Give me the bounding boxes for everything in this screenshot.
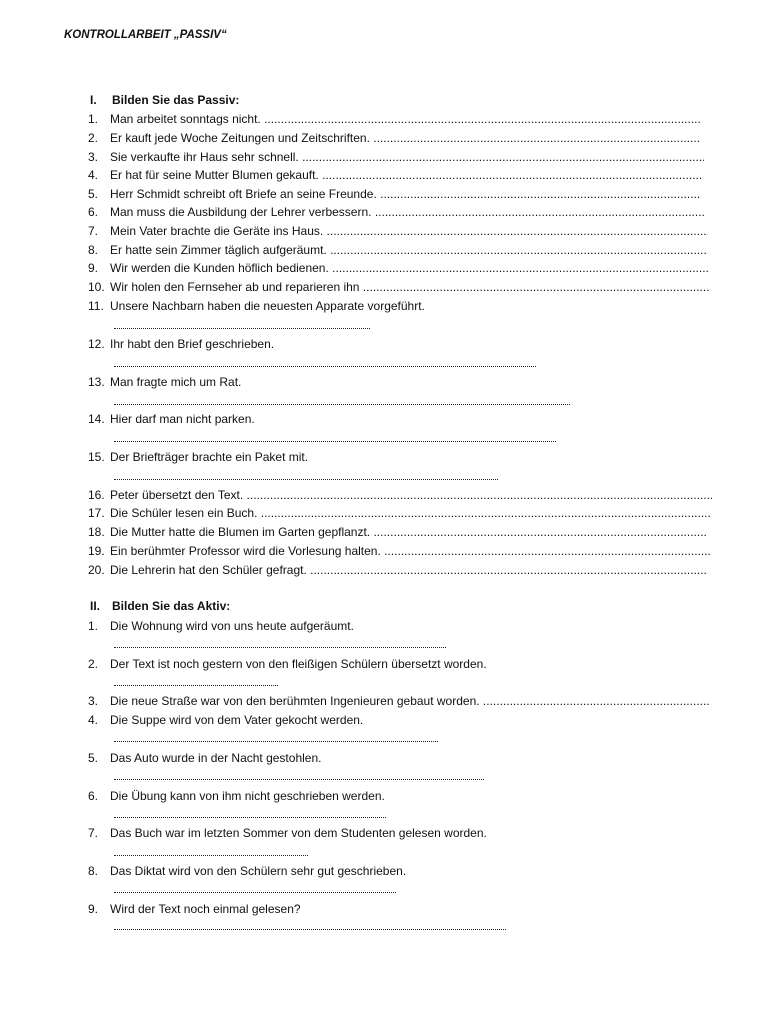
item-number: 7. [88, 224, 99, 238]
item-sentence: Die Mutter hatte die Blumen im Garten gepflanzt. ..... [110, 523, 708, 541]
item-number: 1. [88, 619, 99, 633]
item-sentence: Der Text ist noch gestern von den fleißigen Schülern übersetzt worden. [110, 657, 487, 671]
item-sentence: Sie verkaufte ihr Haus sehr schnell. ..... [110, 148, 704, 166]
item-number: 16. [88, 488, 105, 502]
item-number: 7. [88, 826, 99, 840]
item-number: 17. [88, 506, 105, 520]
exercise-2-item [88, 824, 708, 842]
item-number: 13. [88, 375, 105, 389]
item-sentence: Der Briefträger brachte ein Paket mit. [110, 450, 309, 464]
item-number: 20. [88, 563, 105, 577]
exercise-1-item [88, 373, 708, 391]
exercise-1-item [88, 561, 708, 579]
item-sentence: Mein Vater brachte die Geräte ins Haus. ..... [110, 222, 708, 240]
exercise-1-item [88, 259, 708, 277]
item-sentence: Man muss die Ausbildung der Lehrer verbessern. ..... [110, 203, 704, 221]
item-sentence: Die neue Straße war von den berühmten Ingenieuren gebaut worden. ..... [110, 692, 710, 710]
item-number: 4. [88, 713, 99, 727]
exercise-1-item [88, 278, 710, 296]
exercise-2-item [88, 862, 708, 880]
item-number: 12. [88, 337, 105, 351]
item-number: 8. [88, 243, 99, 257]
exercise-2-item [88, 692, 710, 710]
item-sentence: Ein berühmter Professor wird die Vorlesung halten. ..... [110, 542, 710, 560]
item-number: 8. [88, 864, 99, 878]
item-number: 9. [88, 261, 99, 275]
exercise-2-item [88, 617, 708, 635]
item-number: 11. [88, 299, 104, 313]
item-number: 5. [88, 187, 99, 201]
item-number: 6. [88, 205, 99, 219]
item-sentence: Peter übersetzt den Text. ..... [110, 486, 712, 504]
exercise-2-item [88, 749, 708, 767]
item-number: 15. [88, 450, 105, 464]
section-1-title: Bilden Sie das Passiv: [112, 93, 240, 107]
exercise-1-item [88, 148, 704, 166]
item-sentence: Er hat für seine Mutter Blumen gekauft. ..... [110, 166, 702, 184]
exercise-1-item [88, 222, 708, 240]
answer-line[interactable] [114, 807, 386, 818]
exercise-1-item [88, 297, 708, 315]
exercise-1-item [88, 185, 700, 203]
section-1-heading [90, 93, 390, 109]
section-1-number: I. [90, 93, 97, 107]
item-sentence: Die Wohnung wird von uns heute aufgeräumt. [110, 619, 354, 633]
answer-line[interactable] [114, 431, 556, 442]
answer-line[interactable] [114, 731, 438, 742]
item-number: 14. [88, 412, 105, 426]
item-number: 5. [88, 751, 99, 765]
exercise-2-item [88, 787, 708, 805]
item-sentence: Die Übung kann von ihm nicht geschrieben werden. [110, 789, 385, 803]
item-sentence: Hier darf man nicht parken. [110, 412, 255, 426]
item-sentence: Man fragte mich um Rat. [110, 375, 242, 389]
item-number: 18. [88, 525, 105, 539]
item-sentence: Das Diktat wird von den Schülern sehr gut geschrieben. [110, 864, 407, 878]
exercise-1-item [88, 241, 708, 259]
answer-line[interactable] [114, 882, 396, 893]
answer-line[interactable] [114, 675, 278, 686]
answer-line[interactable] [114, 394, 570, 405]
answer-line[interactable] [114, 318, 370, 329]
item-number: 6. [88, 789, 99, 803]
answer-line[interactable] [114, 845, 308, 856]
item-sentence: Wir holen den Fernseher ab und reparieren ihn ..... [110, 278, 710, 296]
item-sentence: Wir werden die Kunden höflich bedienen. ..... [110, 259, 708, 277]
item-number: 3. [88, 694, 99, 708]
exercise-2-item [88, 655, 708, 673]
item-sentence: Die Schüler lesen ein Buch. ..... [110, 504, 710, 522]
item-number: 4. [88, 168, 99, 182]
answer-line[interactable] [114, 637, 446, 648]
document-title: KONTROLLARBEIT „PASSIV“ [64, 29, 227, 41]
answer-line[interactable] [114, 919, 506, 930]
item-sentence: Unsere Nachbarn haben die neuesten Apparate vorgeführt. [110, 299, 425, 313]
item-sentence: Er hatte sein Zimmer täglich aufgeräumt. ..... [110, 241, 708, 259]
item-number: 10. [88, 280, 105, 294]
item-sentence: Man arbeitet sonntags nicht. ..... [110, 110, 700, 128]
item-sentence: Das Auto wurde in der Nacht gestohlen. [110, 751, 322, 765]
item-number: 1. [88, 112, 99, 126]
item-number: 2. [88, 657, 99, 671]
exercise-1-item [88, 129, 700, 147]
item-number: 9. [88, 902, 99, 916]
answer-line[interactable] [114, 769, 484, 780]
item-sentence: Wird der Text noch einmal gelesen? [110, 902, 301, 916]
exercise-2-item [88, 711, 708, 729]
item-sentence: Die Lehrerin hat den Schüler gefragt. ..... [110, 561, 708, 579]
exercise-1-item [88, 203, 704, 221]
exercise-1-item [88, 542, 710, 560]
section-2-heading [90, 599, 390, 615]
item-number: 19. [88, 544, 105, 558]
item-number: 2. [88, 131, 99, 145]
exercise-1-item [88, 110, 700, 128]
answer-line[interactable] [114, 469, 498, 480]
exercise-1-item [88, 486, 712, 504]
exercise-1-item [88, 166, 702, 184]
item-sentence: Er kauft jede Woche Zeitungen und Zeitschriften. ..... [110, 129, 700, 147]
exercise-1-item [88, 335, 708, 353]
item-number: 3. [88, 150, 99, 164]
exercise-1-item [88, 410, 708, 428]
exercise-1-item [88, 448, 708, 466]
item-sentence: Das Buch war im letzten Sommer von dem Studenten gelesen worden. [110, 826, 487, 840]
item-sentence: Die Suppe wird von dem Vater gekocht werden. [110, 713, 364, 727]
exercise-1-item [88, 504, 710, 522]
item-sentence: Herr Schmidt schreibt oft Briefe an seine Freunde. ..... [110, 185, 700, 203]
section-2-title: Bilden Sie das Aktiv: [112, 599, 231, 613]
answer-line[interactable] [114, 356, 536, 367]
item-sentence: Ihr habt den Brief geschrieben. [110, 337, 275, 351]
exercise-1-item [88, 523, 708, 541]
section-2-number: II. [90, 599, 101, 613]
exercise-2-item [88, 900, 708, 918]
